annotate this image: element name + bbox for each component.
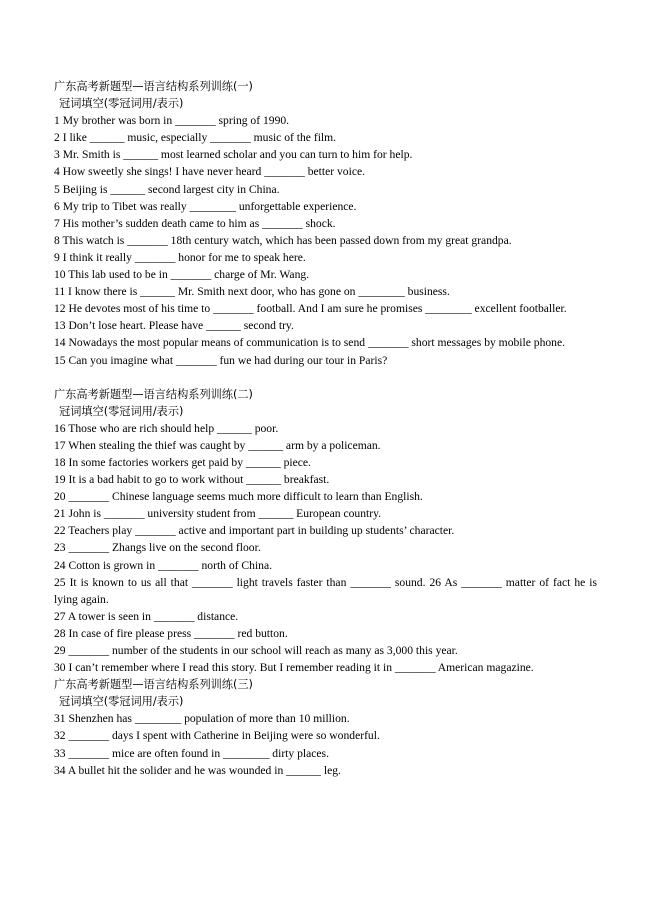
- question-30: 30 I can’t remember where I read this story. But I remember reading it in _______ American magazine.: [54, 661, 534, 675]
- question-2: 2 I like ______ music, especially _______ music of the film.: [54, 131, 337, 145]
- question-32: 32 _______ days I spent with Catherine in Beijing were so wonderful.: [54, 729, 380, 743]
- question-3: 3 Mr. Smith is ______ most learned scholar and you can turn to him for help.: [54, 148, 413, 162]
- question-12: 12 He devotes most of his time to _______ football. And I am sure he promises ________ excellent footballer.: [54, 302, 567, 316]
- document-page: [54, 78, 597, 779]
- question-5: 5 Beijing is ______ second largest city in China.: [54, 182, 280, 196]
- question-6: 6 My trip to Tibet was really ________ unforgettable experience.: [54, 199, 357, 213]
- question-31: 31 Shenzhen has ________ population of more than 10 million.: [54, 712, 350, 726]
- question-4: 4 How sweetly she sings! I have never heard _______ better voice.: [54, 165, 366, 179]
- section-subtitle: 冠词填空(零冠词用/表示): [59, 404, 184, 418]
- question-27: 27 A tower is seen in _______ distance.: [54, 609, 239, 623]
- section-title: 广东高考新题型—语言结构系列训练(三): [54, 678, 253, 692]
- exercise-section-2: [54, 386, 597, 677]
- question-16: 16 Those who are rich should help ______ poor.: [54, 421, 279, 435]
- question-11: 11 I know there is ______ Mr. Smith next door, who has gone on ________ business.: [54, 285, 450, 299]
- question-22: 22 Teachers play _______ active and important part in building up students’ character.: [54, 524, 455, 538]
- section-subtitle: 冠词填空(零冠词用/表示): [59, 695, 184, 709]
- section-subtitle: 冠词填空(零冠词用/表示): [59, 97, 184, 111]
- question-29: 29 _______ number of the students in our school will reach as many as 3,000 this year.: [54, 644, 458, 657]
- section-title: 广东高考新题型—语言结构系列训练(二): [54, 387, 253, 401]
- question-28: 28 In case of fire please press _______ red button.: [54, 626, 288, 640]
- question-7: 7 His mother’s sudden death came to him as _______ shock.: [54, 216, 336, 230]
- question-13: 13 Don’t lose heart. Please have ______ second try.: [54, 319, 294, 333]
- question-20: 20 _______ Chinese language seems much more difficult to learn than English.: [54, 490, 423, 504]
- question-17: 17 When stealing the thief was caught by ______ arm by a policeman.: [54, 438, 381, 452]
- question-1: 1 My brother was born in _______ spring of 1990.: [54, 114, 290, 128]
- exercise-section-3: [54, 676, 597, 779]
- question-33: 33 _______ mice are often found in ________ dirty places.: [54, 746, 329, 760]
- question-9: 9 I think it really _______ honor for me to speak here.: [54, 250, 306, 264]
- question-23: 23 _______ Zhangs live on the second floor.: [54, 541, 261, 555]
- question-34: 34 A bullet hit the solider and he was wounded in ______ leg.: [54, 763, 341, 777]
- exercise-section-1: [54, 78, 597, 369]
- question-25-26: 25 It is known to us all that _______ light travels faster than _______ sound. 26 As _______ matter of fact he is lying again.: [54, 575, 597, 606]
- question-21: 21 John is _______ university student from ______ European country.: [54, 507, 382, 521]
- question-24: 24 Cotton is grown in _______ north of China.: [54, 558, 273, 572]
- question-8: 8 This watch is _______ 18th century watch, which has been passed down from my great grandpa.: [54, 233, 512, 247]
- question-15: 15 Can you imagine what _______ fun we had during our tour in Paris?: [54, 353, 388, 367]
- question-10: 10 This lab used to be in _______ charge of Mr. Wang.: [54, 268, 310, 282]
- question-14: 14 Nowadays the most popular means of communication is to send _______ short messages by mobile phone.: [54, 336, 566, 350]
- question-19: 19 It is a bad habit to go to work without ______ breakfast.: [54, 473, 330, 487]
- section-title: 广东高考新题型—语言结构系列训练(一): [54, 80, 253, 93]
- question-18: 18 In some factories workers get paid by ______ piece.: [54, 455, 311, 469]
